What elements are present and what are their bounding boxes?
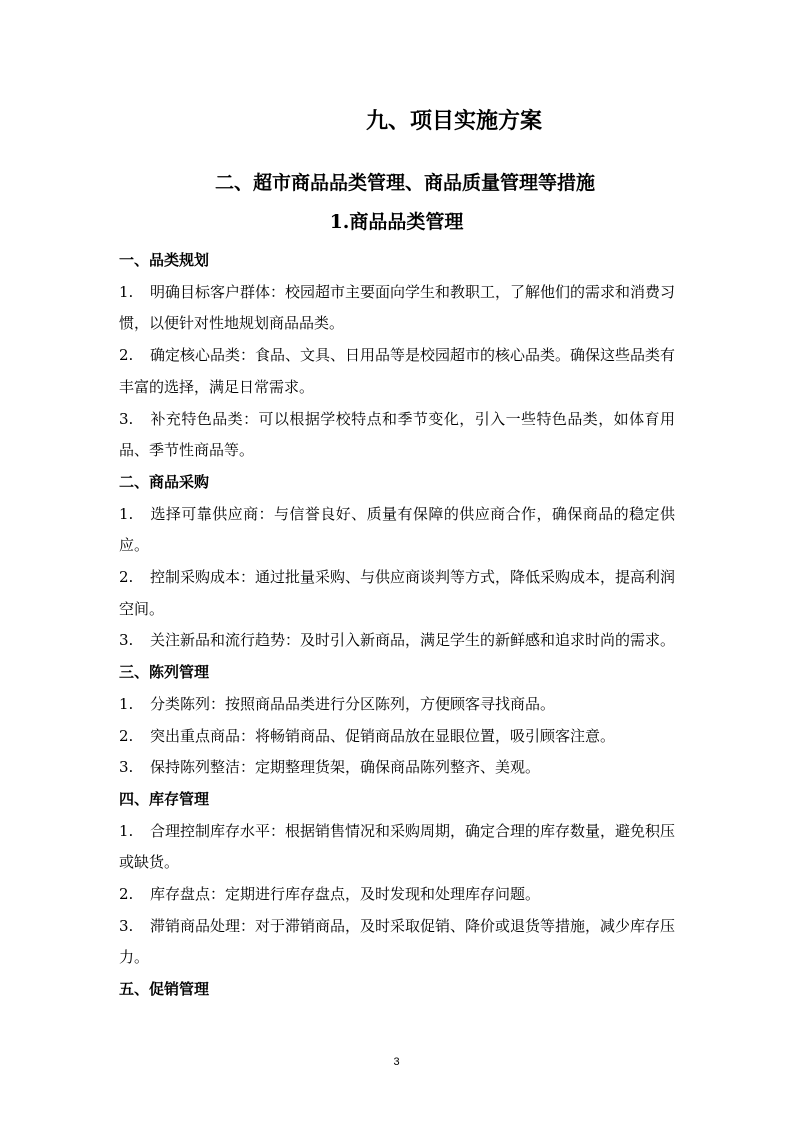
list-item-text: 控制采购成本：通过批量采购、与供应商谈判等方式，降低采购成本，提高利润空间。 [119,568,676,618]
document-title: 九、项目实施方案 [366,108,543,134]
list-item-text: 补充特色品类：可以根据学校特点和季节变化，引入一些特色品类，如体育用品、季节性商品等。 [119,409,675,460]
list-item-number: 1. [119,282,134,301]
list-item-number: 2. [119,885,134,903]
list-item [119,404,675,467]
section-heading: 三、陈列管理 [119,663,210,682]
list-item-number: 1. [119,821,134,840]
list-item-text: 关注新品和流行趋势：及时引入新商品，满足学生的新鲜感和追求时尚的需求。 [150,631,676,650]
list-item-number: 1. [119,694,134,713]
list-item [119,562,675,625]
subsection-title: 1.商品品类管理 [329,211,464,233]
section-title: 二、超市商品品类管理、商品质量管理等措施 [214,172,595,194]
list-item-number: 1. [119,504,134,523]
list-item-text: 保持陈列整洁：定期整理货架，确保商品陈列整齐、美观。 [150,758,541,777]
list-item-number: 3. [119,409,134,428]
section-heading: 五、促销管理 [119,980,210,999]
list-item [119,499,675,562]
list-item-number: 3. [119,758,134,777]
list-item-text: 分类陈列：按照商品品类进行分区陈列，方便顾客寻找商品。 [150,694,556,713]
section-heading: 一、品类规划 [119,251,210,269]
list-item-text: 滞销商品处理：对于滞销商品，及时采取促销、降价或退货等措施，减少库存压力。 [119,916,676,967]
page-number: 3 [393,1056,400,1068]
list-item [119,625,675,657]
list-item-text: 合理控制库存水平：根据销售情况和采购周期，确定合理的库存数量，避免积压或缺货。 [119,821,676,872]
section-heading: 二、商品采购 [119,472,210,491]
list-item [119,879,675,911]
list-item-number: 2. [119,346,134,365]
list-item-text: 选择可靠供应商：与信誉良好、质量有保障的供应商合作，确保商品的稳定供应。 [119,504,675,555]
list-item-text: 明确目标客户群体：校园超市主要面向学生和教职工，了解他们的需求和消费习惯，以便针对性地规划商品品类。 [119,282,676,333]
list-item [119,752,675,784]
list-item [119,340,675,403]
section-heading: 四、库存管理 [119,789,210,808]
list-item [119,911,675,974]
document-body [119,245,675,1006]
list-item [119,721,675,753]
list-item-text: 突出重点商品：将畅销商品、促销商品放在显眼位置，吸引顾客注意。 [150,726,616,745]
list-item [119,277,675,340]
list-item-number: 2. [119,726,134,745]
list-item [119,816,675,879]
list-item-number: 3. [119,631,134,650]
list-item-text: 确定核心品类：食品、文具、日用品等是校园超市的核心品类。确保这些品类有丰富的选择，满足日常需求。 [119,346,676,396]
list-item-number: 2. [119,568,134,586]
list-item-number: 3. [119,916,134,935]
list-item [119,689,675,721]
list-item-text: 库存盘点：定期进行库存盘点，及时发现和处理库存问题。 [150,885,541,903]
